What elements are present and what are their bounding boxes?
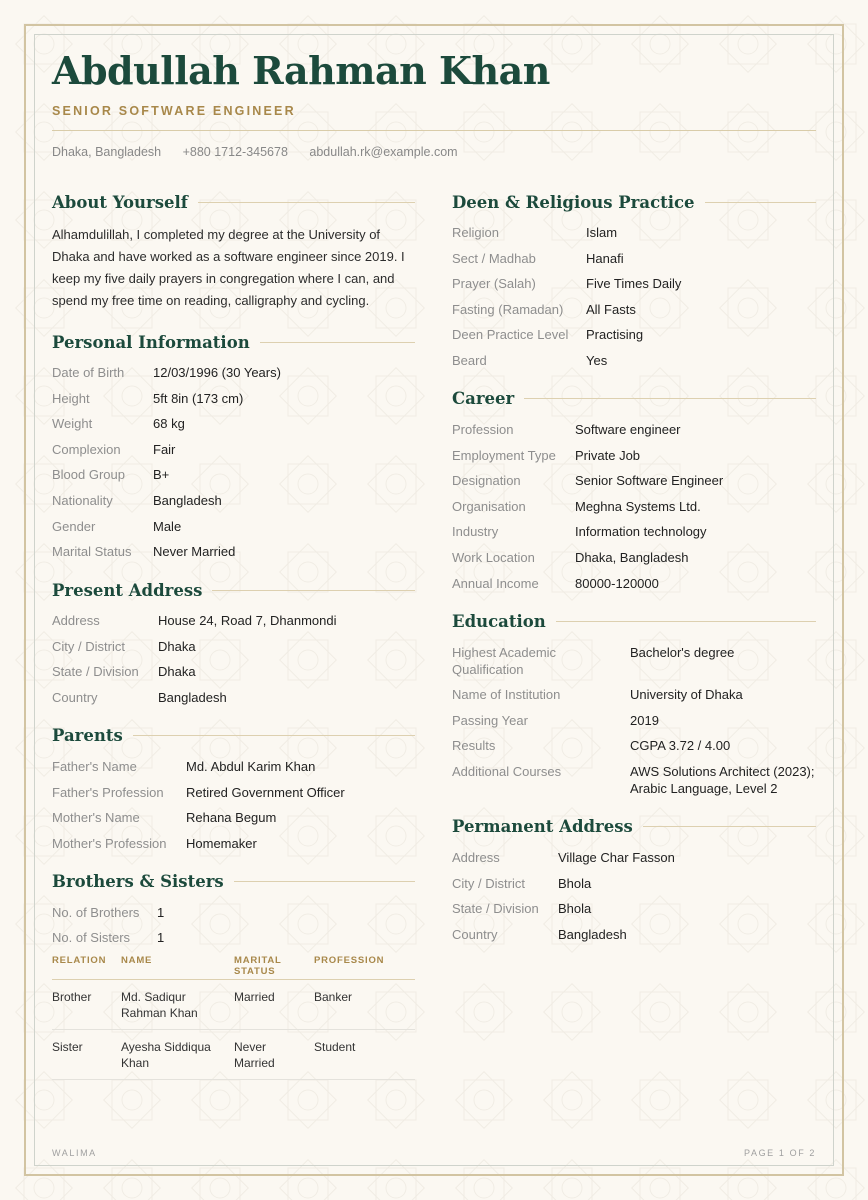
field-value: Islam <box>586 225 618 240</box>
field-label: State / Division <box>452 901 539 917</box>
contact-email: abdullah.rk@example.com <box>309 145 458 159</box>
field-label: Work Location <box>452 549 535 565</box>
field-value: 5ft 8in (173 cm) <box>153 390 244 406</box>
section-title-parents: Parents <box>52 726 123 746</box>
field-value: Dhaka <box>158 638 196 654</box>
field-row <box>452 763 816 797</box>
field-label: Country <box>452 926 498 942</box>
siblings-table-header <box>52 955 415 980</box>
field-row <box>452 421 816 438</box>
field-row <box>452 575 816 592</box>
field-label: Marital Status <box>52 544 132 560</box>
field-row <box>52 543 415 560</box>
field-value: Male <box>153 518 182 534</box>
field-label: Gender <box>52 518 96 534</box>
field-value: Bangladesh <box>558 926 627 942</box>
field-row <box>452 549 816 566</box>
field-row <box>52 809 415 826</box>
field-label: Employment Type <box>452 447 556 463</box>
field-label: Nationality <box>52 492 113 508</box>
field-row <box>452 644 816 678</box>
field-row <box>52 835 415 852</box>
field-label: Industry <box>452 524 499 540</box>
field-value: Five Times Daily <box>586 276 682 292</box>
field-label: Religion <box>452 225 499 240</box>
profile-title: SENIOR SOFTWARE ENGINEER <box>52 104 296 118</box>
field-row <box>52 758 415 775</box>
column-header-marital-status: MARITAL STATUS <box>234 955 314 980</box>
field-label: Address <box>52 613 100 629</box>
field-label: Beard <box>452 352 487 368</box>
section-title-career: Career <box>452 389 515 409</box>
field-value: CGPA 3.72 / 4.00 <box>630 738 731 754</box>
section-title-personal: Personal Information <box>52 332 250 352</box>
section-rule <box>260 342 415 343</box>
section-title-about: About Yourself <box>52 192 188 212</box>
field-value: 68 kg <box>153 416 185 432</box>
sibling-profession: Banker <box>314 979 415 1029</box>
field-value: Retired Government Officer <box>186 784 345 800</box>
section-rule <box>524 398 816 399</box>
section-rule <box>198 202 415 203</box>
section-title-deen: Deen & Religious Practice <box>452 192 695 212</box>
field-label: Weight <box>52 416 93 432</box>
parents-fields <box>52 758 415 852</box>
column-header-relation: RELATION <box>52 955 121 980</box>
table-row <box>52 1029 415 1079</box>
field-label: Country <box>52 689 98 705</box>
section-title-education: Education <box>452 612 546 632</box>
field-row <box>52 518 415 535</box>
field-label: Height <box>52 390 90 406</box>
field-value: AWS Solutions Architect (2023); Arabic Language, Level 2 <box>630 763 815 796</box>
field-value: Meghna Systems Ltd. <box>575 498 701 514</box>
field-label: State / Division <box>52 664 139 680</box>
field-value: Bachelor's degree <box>630 644 735 660</box>
permanent-address-fields <box>452 849 816 943</box>
field-value: 12/03/1996 (30 Years) <box>153 365 281 380</box>
field-label: Mother's Name <box>52 810 140 826</box>
biodata-page <box>52 40 816 1070</box>
field-row <box>52 784 415 801</box>
contact-location: Dhaka, Bangladesh <box>52 145 162 159</box>
field-value: University of Dhaka <box>630 687 743 703</box>
section-rule <box>556 621 816 622</box>
field-row <box>452 447 816 464</box>
field-label: No. of Brothers <box>52 904 140 920</box>
field-row <box>52 689 415 706</box>
field-value: Village Char Fasson <box>558 849 675 865</box>
field-label: Date of Birth <box>52 365 125 380</box>
field-label: No. of Sisters <box>52 930 131 946</box>
field-value: Private Job <box>575 447 641 463</box>
field-value: Md. Abdul Karim Khan <box>186 758 316 774</box>
section-rule <box>234 881 415 882</box>
sibling-name: Md. Sadiqur Rahman Khan <box>121 979 234 1029</box>
education-fields <box>452 644 816 797</box>
field-label: Deen Practice Level <box>452 327 569 343</box>
permanent-address-section <box>452 815 816 943</box>
field-row <box>452 849 816 866</box>
field-value: Rehana Begum <box>186 810 277 826</box>
field-row <box>452 686 816 703</box>
field-label: Name of Institution <box>452 687 561 703</box>
field-value: Bangladesh <box>153 492 222 508</box>
personal-fields <box>52 364 415 560</box>
deen-fields <box>452 224 816 369</box>
field-label: Annual Income <box>452 575 539 591</box>
field-row <box>452 224 816 241</box>
contact-line <box>52 145 816 159</box>
column-header-name: NAME <box>121 955 234 980</box>
page-footer <box>52 1148 816 1158</box>
field-label: Profession <box>452 421 514 437</box>
field-row <box>452 352 816 369</box>
field-row <box>52 492 415 509</box>
field-label: Father's Profession <box>52 784 164 800</box>
field-row <box>52 904 415 921</box>
field-value: Bhola <box>558 901 592 917</box>
contact-phone: +880 1712-345678 <box>182 145 288 159</box>
section-rule <box>212 590 415 591</box>
right-column <box>452 190 816 961</box>
field-value: Information technology <box>575 524 707 540</box>
sibling-profession: Student <box>314 1029 415 1079</box>
table-row <box>52 979 415 1029</box>
field-label: City / District <box>452 875 525 891</box>
field-label: Father's Name <box>52 758 137 774</box>
deen-section <box>452 190 816 369</box>
field-row <box>52 441 415 458</box>
section-rule <box>133 735 415 736</box>
field-row <box>452 900 816 917</box>
field-value: Practising <box>586 327 644 343</box>
field-value: Dhaka <box>158 664 196 680</box>
sibling-marital-status: Married <box>234 979 314 1029</box>
field-value: Fair <box>153 441 176 457</box>
field-row <box>52 612 415 629</box>
field-row <box>452 737 816 754</box>
field-row <box>52 929 415 946</box>
header-divider <box>52 130 816 131</box>
field-row <box>452 301 816 318</box>
field-row <box>452 712 816 729</box>
field-value: 1 <box>157 930 165 946</box>
field-row <box>452 875 816 892</box>
field-value: Yes <box>586 352 608 368</box>
field-row <box>52 466 415 483</box>
field-value: All Fasts <box>586 301 636 317</box>
parents-section <box>52 724 415 852</box>
sibling-relation: Sister <box>52 1029 121 1079</box>
field-row <box>52 415 415 432</box>
column-header-profession: PROFESSION <box>314 955 415 980</box>
field-value: Software engineer <box>575 421 681 437</box>
field-row <box>452 472 816 489</box>
field-row <box>52 663 415 680</box>
field-label: Results <box>452 738 496 754</box>
career-section <box>452 387 816 592</box>
field-label: Prayer (Salah) <box>452 276 536 292</box>
field-value: 80000-120000 <box>575 575 659 591</box>
sibling-name: Ayesha Siddiqua Khan <box>121 1029 234 1079</box>
section-title-siblings: Brothers & Sisters <box>52 872 224 892</box>
left-column <box>52 190 415 1098</box>
sibling-marital-status: Never Married <box>234 1029 314 1079</box>
siblings-section <box>52 870 415 1080</box>
about-section <box>52 190 415 312</box>
section-rule <box>643 826 816 827</box>
field-row <box>52 390 415 407</box>
field-label: Complexion <box>52 441 121 457</box>
field-row <box>452 326 816 343</box>
present-address-section <box>52 578 415 706</box>
footer-brand: WALIMA <box>52 1148 97 1158</box>
siblings-table <box>52 955 415 1080</box>
sibling-relation: Brother <box>52 979 121 1029</box>
field-label: Address <box>452 849 500 865</box>
field-value: 1 <box>157 904 165 920</box>
field-row <box>452 926 816 943</box>
personal-section <box>52 330 415 560</box>
field-value: Senior Software Engineer <box>575 473 724 489</box>
field-label: Designation <box>452 473 521 489</box>
about-text: Alhamdulillah, I completed my degree at the University of Dhaka and have worked as a software engineer since 2019. I keep my five daily prayers in congregation where I can, and spend my free time on reading, calligraphy and cycling. <box>52 227 405 308</box>
section-title-permanent-address: Permanent Address <box>452 817 633 837</box>
field-value: Dhaka, Bangladesh <box>575 549 689 565</box>
field-label: Blood Group <box>52 467 125 483</box>
field-label: City / District <box>52 638 125 654</box>
siblings-counts <box>52 904 415 947</box>
section-title-present-address: Present Address <box>52 580 203 600</box>
field-label: Highest Academic Qualification <box>452 644 557 677</box>
footer-page-number: PAGE 1 OF 2 <box>744 1148 816 1158</box>
field-value: Never Married <box>153 544 236 560</box>
field-label: Mother's Profession <box>52 835 167 851</box>
field-value: Bangladesh <box>158 689 227 705</box>
profile-name: Abdullah Rahman Khan <box>52 48 550 93</box>
field-value: Bhola <box>558 875 592 891</box>
field-value: B+ <box>153 467 170 483</box>
field-row <box>452 250 816 267</box>
field-label: Organisation <box>452 498 526 514</box>
career-fields <box>452 421 816 592</box>
field-label: Passing Year <box>452 712 528 728</box>
field-label: Sect / Madhab <box>452 250 536 266</box>
field-value: Homemaker <box>186 835 257 851</box>
field-label: Additional Courses <box>452 763 562 779</box>
field-label: Fasting (Ramadan) <box>452 301 564 317</box>
section-rule <box>705 202 816 203</box>
field-row <box>452 498 816 515</box>
education-section <box>452 610 816 797</box>
field-value: House 24, Road 7, Dhanmondi <box>158 613 337 629</box>
field-row <box>52 364 415 381</box>
field-row <box>452 275 816 292</box>
present-address-fields <box>52 612 415 706</box>
field-row <box>52 638 415 655</box>
field-row <box>452 523 816 540</box>
field-value: 2019 <box>630 712 659 728</box>
field-value: Hanafi <box>586 250 624 266</box>
